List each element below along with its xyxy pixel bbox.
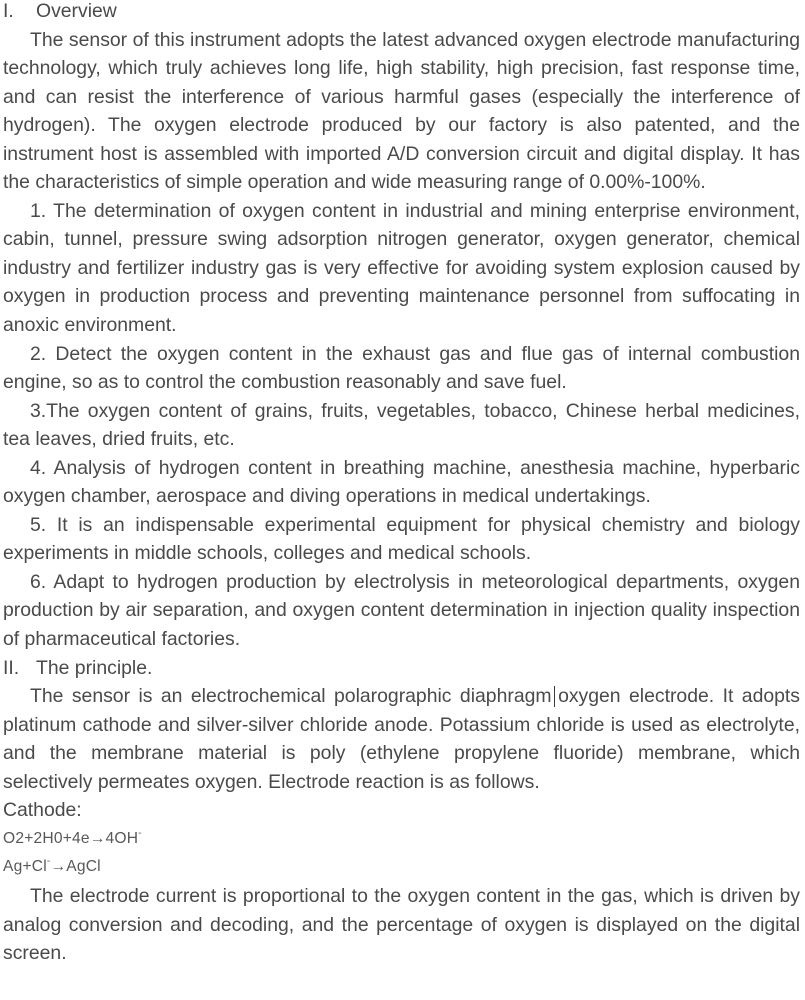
anode-reaction-equation <box>3 853 800 882</box>
application-item-6: 6. Adapt to hydrogen production by electrolysis in meteorological departments, oxygen production by air separation, and oxygen content determination in injection quality inspection of pharmaceutical factories. <box>3 570 800 651</box>
cathode-reaction-equation <box>3 825 800 854</box>
application-item-5: 5. It is an indispensable experimental equipment for physical chemistry and biology experiments in middle schools, colleges and medical schools. <box>3 513 800 565</box>
section-title-principle: The principle. <box>36 656 153 679</box>
equation2-post: →AgCl <box>50 858 101 876</box>
equation2-superscript-minus: - <box>46 856 51 868</box>
overview-paragraph: The sensor of this instrument adopts the latest advanced oxygen electrode manufacturing technology, which truly achieves long life, high stability, high precision, fast response time, and can resist the interference of various harmful gases (especially the interference of hydrogen). The oxygen electrode produced by our factory is also patented, and the instrument host is assembled with imported A/D conversion circuit and digital display. It has the characteristics of simple operation and wide measuring range of 0.00%-100%. <box>3 28 800 194</box>
text-after-cursor: oxygen electrode. It adopts platinum cathode and silver-silver chloride anode. Potassium chloride is used as electrolyte, and the membrane material is poly (ethylene propylene fluoride) membrane, which selectively permeates oxygen. Electrode reaction is as follows. <box>3 685 801 793</box>
principle-paragraph <box>3 682 800 796</box>
section-numeral-principle: II. <box>3 656 20 679</box>
application-item-4: 4. Analysis of hydrogen content in breathing machine, anesthesia machine, hyperbaric oxygen chamber, aerospace and diving operations in medical undertakings. <box>3 456 800 508</box>
application-item-3: 3.The oxygen content of grains, fruits, vegetables, tobacco, Chinese herbal medicines, tea leaves, dried fruits, etc. <box>3 399 800 451</box>
equation1-superscript-minus: - <box>138 827 142 839</box>
application-item-1: 1. The determination of oxygen content in industrial and mining enterprise environment, cabin, tunnel, pressure swing adsorption nitrogen generator, oxygen generator, chemical industry and fertilizer industry gas is very effective for avoiding system explosion caused by oxygen in production process and preventing maintenance personnel from suffocating in anoxic environment. <box>3 199 800 337</box>
section-numeral-overview: I. <box>3 0 14 22</box>
text-cursor <box>554 686 556 707</box>
text-before-cursor: The sensor is an electrochemical polarographic diaphragm <box>30 685 552 708</box>
section-title-overview: Overview <box>36 0 117 22</box>
closing-paragraph: The electrode current is proportional to the oxygen content in the gas, which is driven by analog conversion and decoding, and the percentage of oxygen is displayed on the digital screen. <box>3 884 800 965</box>
equation1-main: O2+2H0+4e→4OH <box>3 829 139 847</box>
section-heading-principle <box>3 654 800 683</box>
cathode-label: Cathode: <box>3 799 82 822</box>
equation2-pre: Ag+Cl <box>3 858 47 876</box>
section-heading-overview <box>3 0 800 26</box>
application-item-2: 2. Detect the oxygen content in the exhaust gas and flue gas of internal combustion engine, so as to control the combustion reasonably and save fuel. <box>3 342 800 394</box>
